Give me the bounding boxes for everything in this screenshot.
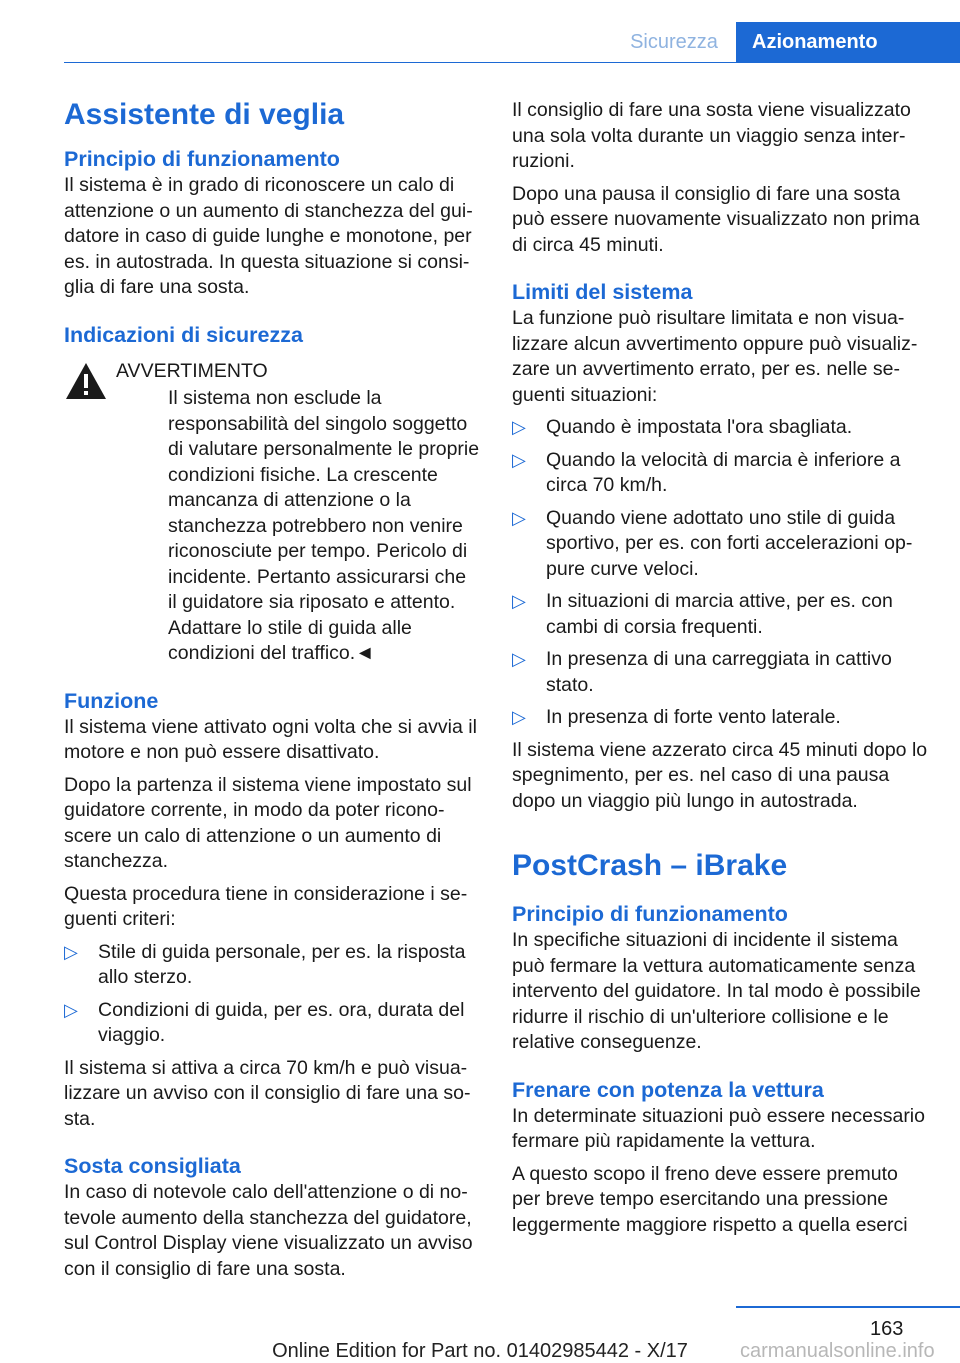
list-item: ▷ In presenza di forte vento laterale. [512,705,928,731]
list-item: ▷ In presenza di una carreggiata in cattivo stato. [512,648,892,696]
break-paragraph: In caso di notevole calo dell'attenzione o di notevole aumento della stanchezza del guidatore, sul Control Display viene visualizzato un avviso con il consiglio di fare una sosta. [64,1181,473,1280]
limits-list [512,415,928,731]
header-tab-chapter: Azionamento [736,22,960,62]
function-paragraph-1: Il sistema viene attivato ogni volta che si avvia il motore e non può essere disattivato. [64,715,477,763]
principle-paragraph: Il sistema è in grado di riconoscere un calo di attenzione o un aumento di stanchezza del guidatore in caso di guide lunghe e monotone, per es. in autostrada. In questa situazione si consiglia di fare una sosta. [64,174,473,298]
bullet-icon: ▷ [512,591,526,611]
section-heading-break: Sosta consigliata [64,1154,241,1178]
page-number: 163 [870,1318,904,1340]
section-heading-safety: Indicazioni di sicurezza [64,322,303,347]
warning-text [116,386,480,667]
list-item: ▷ Stile di guida personale, per es. la risposta allo sterzo. [64,940,466,988]
bullet-icon: ▷ [512,707,526,727]
page-title: Assistente di veglia [64,98,345,131]
bullet-icon: ▷ [512,649,526,669]
warning-title: AVVERTIMENTO [116,359,268,382]
footer-edition: Online Edition for Part no. 01402985442 - X/17 [272,1340,688,1362]
function-paragraph-2: Dopo la partenza il sistema viene impostato sul guidatore corrente, in modo da poter riconoscere un calo di attenzione o un aumento di stanchezza. [64,773,472,872]
header-rule [64,62,960,63]
bullet-icon: ▷ [64,941,78,962]
list-item: ▷ Condizioni di guida, per es. ora, durata del viaggio. [64,998,465,1046]
brake-paragraph-2: A questo scopo il freno deve essere premuto per breve tempo esercitando una pressione leggermente maggiore rispetto a quella eserci [512,1162,908,1236]
bullet-icon: ▷ [512,417,526,437]
limits-paragraph-2: Il sistema viene azzerato circa 45 minuti dopo lo spegnimento, per es. nel caso di una pausa dopo un viaggio più lungo in autostrada. [512,738,928,812]
watermark: carmanualsonline.info [740,1340,935,1362]
footer-rule [736,1306,960,1308]
list-item: ▷ Quando viene adottato uno stile di guida sportivo, per es. con forti accelerazioni oppure curve veloci. [512,506,913,580]
list-item: ▷ Quando la velocità di marcia è inferiore a circa 70 km/h. [512,448,901,496]
list-item: ▷ Quando è impostata l'ora sbagliata. [512,415,928,441]
section-heading-function: Funzione [64,688,159,713]
limits-paragraph-1: La funzione può risultare limitata e non visualizzare alcun avvertimento oppure può visualizzare un avvertimento errato, per es. nelle seguenti situazioni: [512,307,918,406]
function-paragraph-4: Il sistema si attiva a circa 70 km/h e può visualizzare un avviso con il consiglio di fare una sosta. [64,1056,471,1130]
section-title-postcrash: PostCrash – iBrake [512,849,788,882]
function-paragraph-3: Questa procedura tiene in considerazione i seguenti criteri: [64,882,468,930]
warning-block [64,359,480,667]
list-item: ▷ In situazioni di marcia attive, per es. con cambi di corsia frequenti. [512,590,893,638]
postcrash-paragraph: In specifiche situazioni di incidente il sistema può fermare la vettura automaticamente senza intervento del guidatore. In tal modo è possibile ridurre il rischio di un'ulteriore collisione e le relative conseguenze. [512,929,921,1053]
criteria-list [64,940,480,1049]
section-heading-brake: Frenare con potenza la vettura [512,1077,824,1102]
left-column [64,95,480,1289]
section-heading-principle: Principio di funzionamento [64,147,340,171]
section-heading-limits: Limiti del sistema [512,280,693,304]
section-heading-postcrash-principle: Principio di funzionamento [512,902,788,926]
warning-triangle-icon [64,361,108,401]
bullet-icon: ▷ [512,449,526,470]
bullet-icon: ▷ [512,507,526,528]
header-tab-section: Sicurezza [630,31,718,53]
right-paragraph-1: Il consiglio di fare una sosta viene visualizzato una sola volta durante un viaggio senza interruzioni. [512,99,911,172]
right-column [512,98,928,1245]
bullet-icon: ▷ [64,999,78,1020]
right-paragraph-2: Dopo una pausa il consiglio di fare una sosta può essere nuovamente visualizzato non prima di circa 45 minuti. [512,182,920,256]
warning-text-content: Il sistema non esclude la responsabilità del singolo soggetto di valutare personalmente le proprie condizioni fisiche. La crescente mancanza di attenzione o la stanchezza potrebbero non venire riconosciute per tempo. Pericolo di incidente. Pertanto assicurarsi che il guidatore sia riposato e attento. Adattare lo stile di guida alle condizioni del traffico.◄ [168,387,480,664]
brake-paragraph-1: In determinate situazioni può essere necessario fermare più rapidamente la vettura. [512,1104,925,1152]
